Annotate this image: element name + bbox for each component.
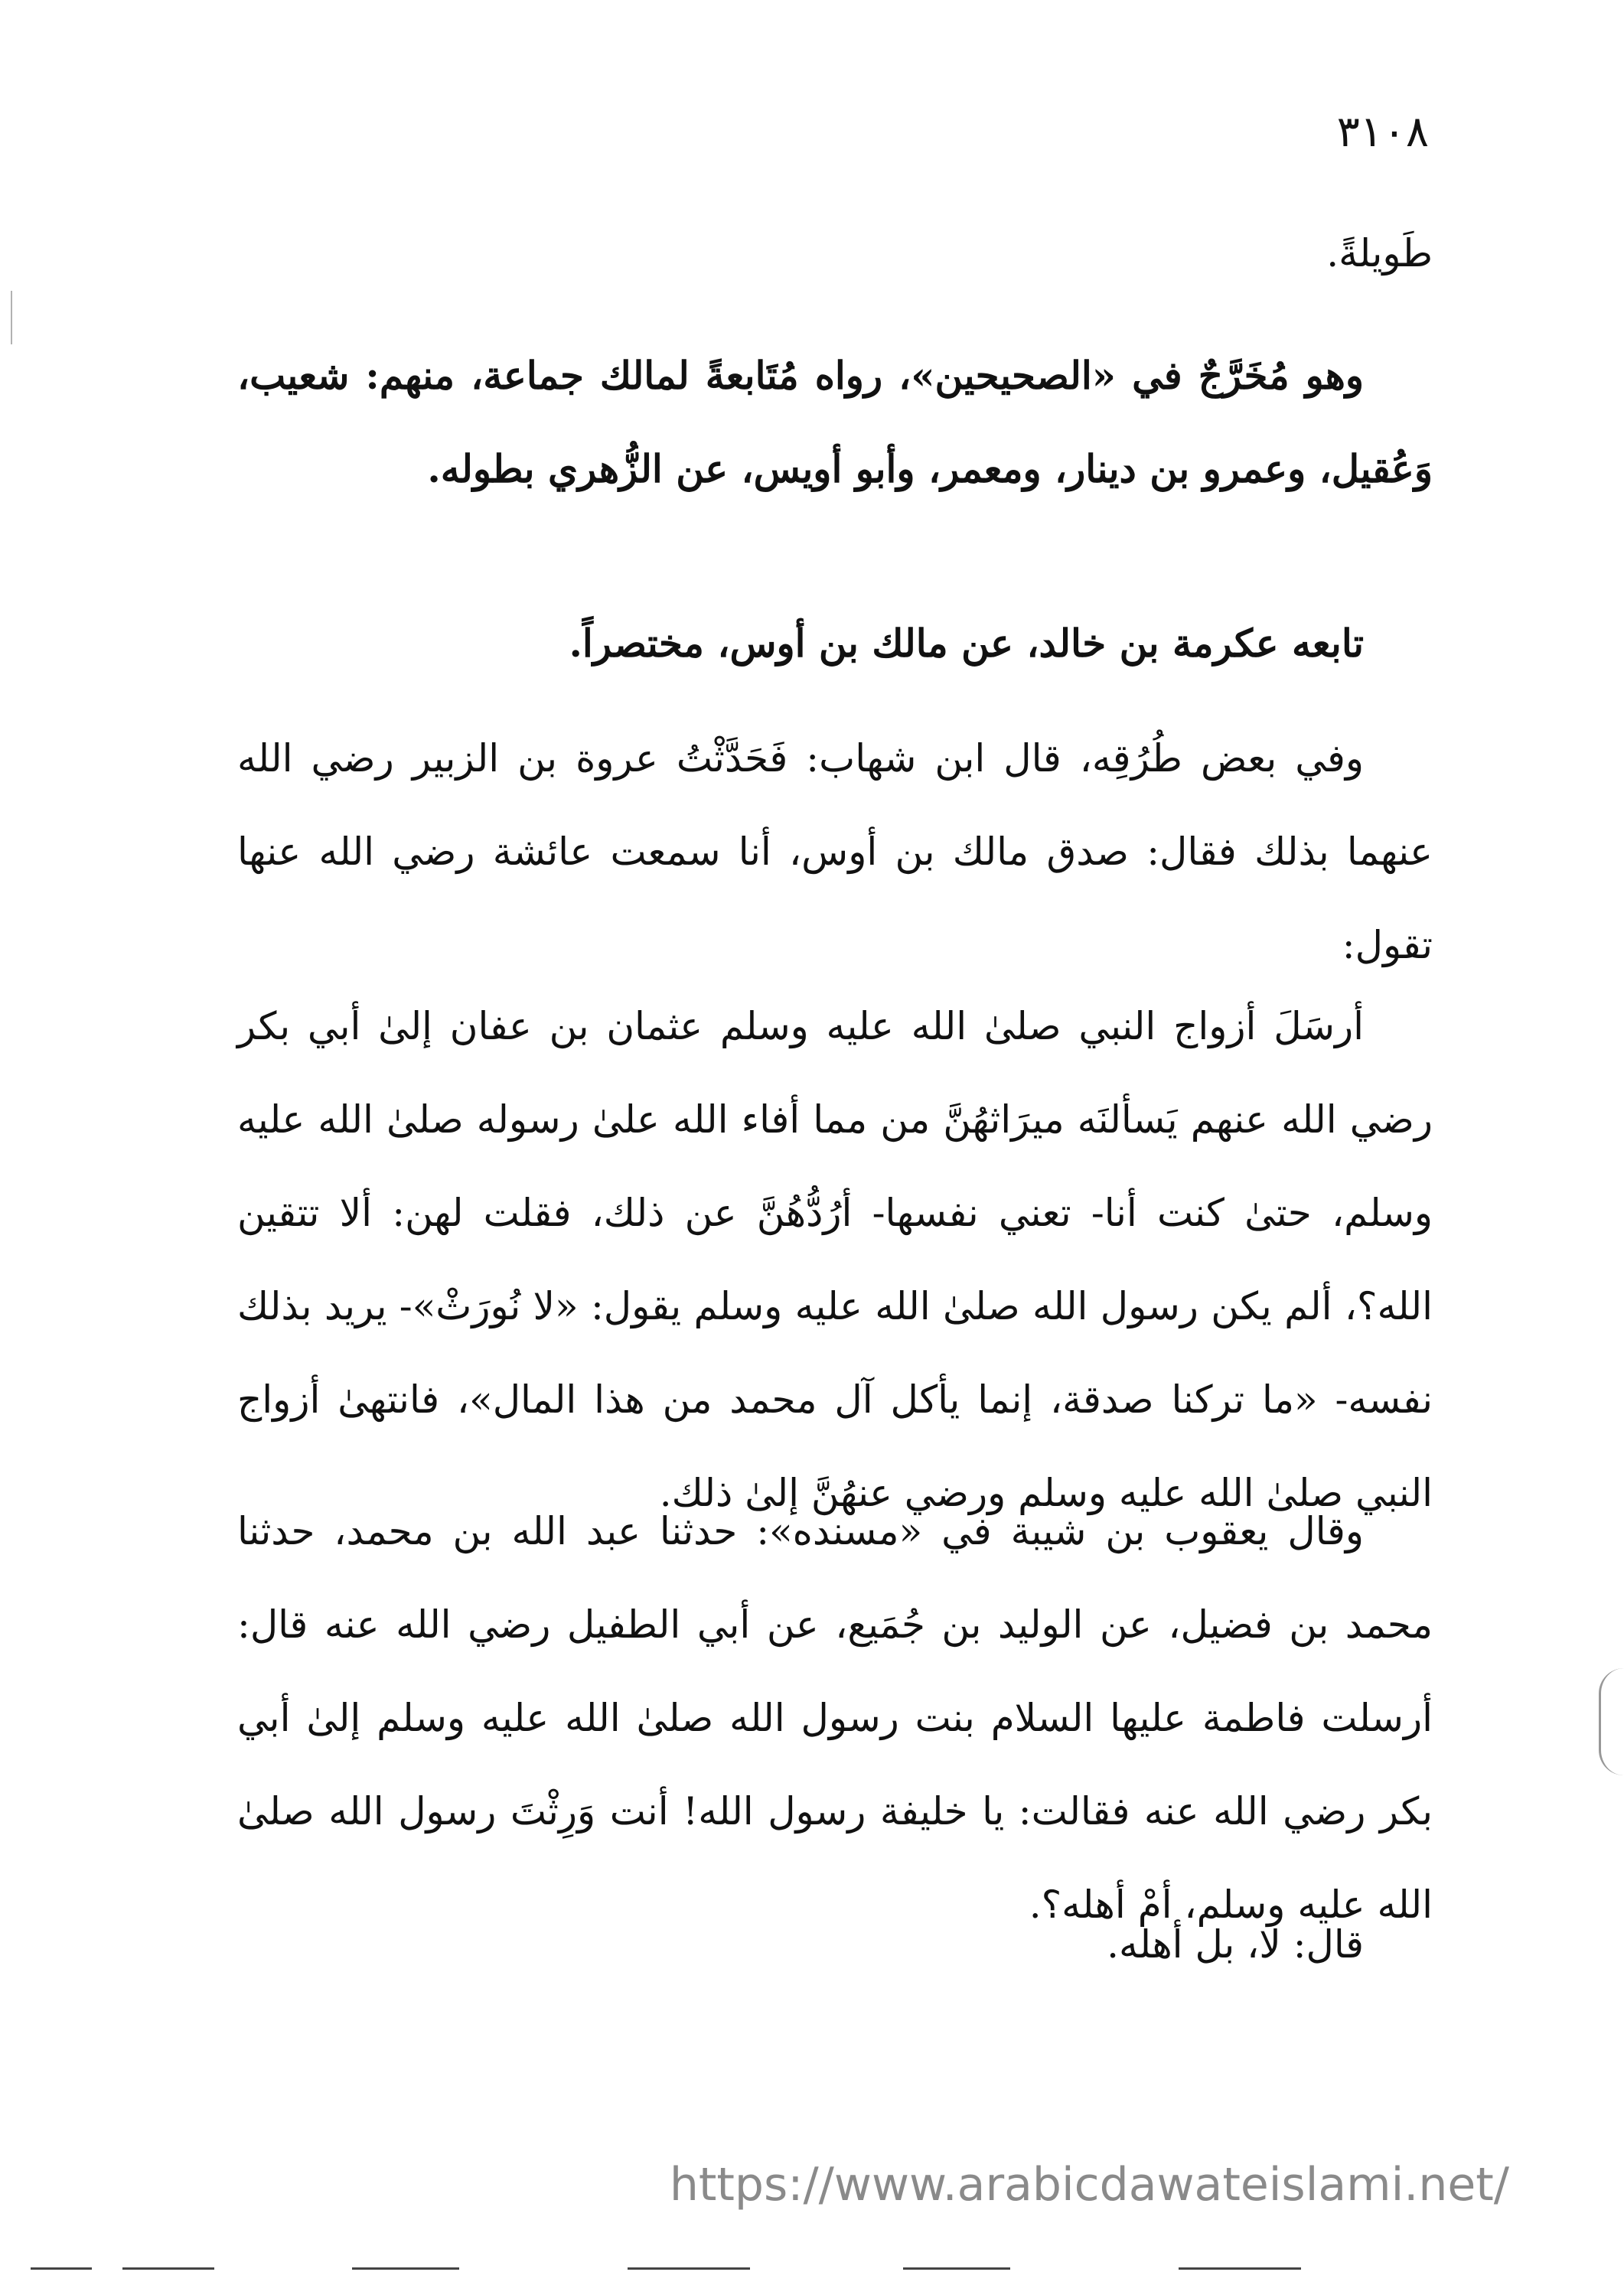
text-paragraph-7 — [237, 1898, 1433, 1991]
paragraph-text: وقال يعقوب بن شيبة في «مسنده»: حدثنا عبد الله بن محمد، حدثنا محمد بن فضيل، عن الوليد بن جُمَيع، عن أبي الطفيل رضي الله عنه قال: أرسلت فاطمة عليها السلام بنت رسول الله صلىٰ الله عليه وسلم إلىٰ أبي بكر رضي الله عنه فقالت: يا خليفة رسول الله! أنت وَرِثْتَ رسول الله صلىٰ الله عليه وسلم، أمْ أهله؟. — [237, 1509, 1433, 1927]
text-paragraph-2 — [237, 329, 1433, 516]
paragraph-text: وهو مُخَرَّجٌ في «الصحيحين»، رواه مُتَابعةً لمالك جماعة، منهم: شعيب، وَعُقيل، وعمرو بن دينار، ومعمر، وأبو أويس، عن الزُّهري بطوله. — [237, 353, 1433, 491]
page-number: ٣١٠٨ — [1336, 107, 1429, 157]
text-paragraph-4 — [237, 712, 1433, 992]
paragraph-text: أرسَلَ أزواج النبي صلىٰ الله عليه وسلم عثمان بن عفان إلىٰ أبي بكر رضي الله عنهم يَسألنَه ميرَاثهُنَّ من مما أفاء الله علىٰ رسوله صلىٰ الله عليه وسلم، حتىٰ كنت أنا- تعني نفسها- أرُدُّهُنَّ عن ذلك، فقلت لهن: ألا تتقين الله؟، ألم يكن رسول الله صلىٰ الله عليه وسلم يقول: «لا نُورَثْ»- يريد بذلك نفسه- «ما تركنا صدقة، إنما يأكل آل محمد من هذا المال»، فانتهىٰ أزواج النبي صلىٰ الله عليه وسلم ورضي عنهُنَّ إلىٰ ذلك. — [237, 1004, 1433, 1515]
text-paragraph-6 — [237, 1485, 1433, 1951]
page-edge-mark — [1599, 1668, 1624, 1775]
watermark-url: https://www.arabicdawateislami.net/ — [669, 2158, 1509, 2212]
bottom-scan-dash — [352, 2267, 459, 2270]
paragraph-text: طَويلةً. — [1326, 231, 1433, 275]
paragraph-text: وفي بعض طُرُقِه، قال ابن شهاب: فَحَدَّثْتُ عروة بن الزبير رضي الله عنهما بذلك فقال: صدق مالك بن أوس، أنا سمعت عائشة رضي الله عنها تقول: — [237, 736, 1433, 967]
bottom-scan-dash — [1179, 2267, 1301, 2270]
left-margin-mark — [11, 291, 12, 344]
bottom-scan-dash — [903, 2267, 1010, 2270]
bottom-scan-dash — [628, 2267, 750, 2270]
text-paragraph-5 — [237, 980, 1433, 1540]
bottom-scan-dash — [31, 2267, 92, 2270]
paragraph-text: تابعه عكرمة بن خالد، عن مالك بن أوس، مختصراً. — [569, 621, 1364, 666]
text-paragraph-3 — [237, 597, 1433, 690]
bottom-scan-dash — [122, 2267, 214, 2270]
paragraph-text: قال: لا، بل أهله. — [1107, 1922, 1364, 1967]
text-paragraph-1 — [237, 207, 1433, 300]
